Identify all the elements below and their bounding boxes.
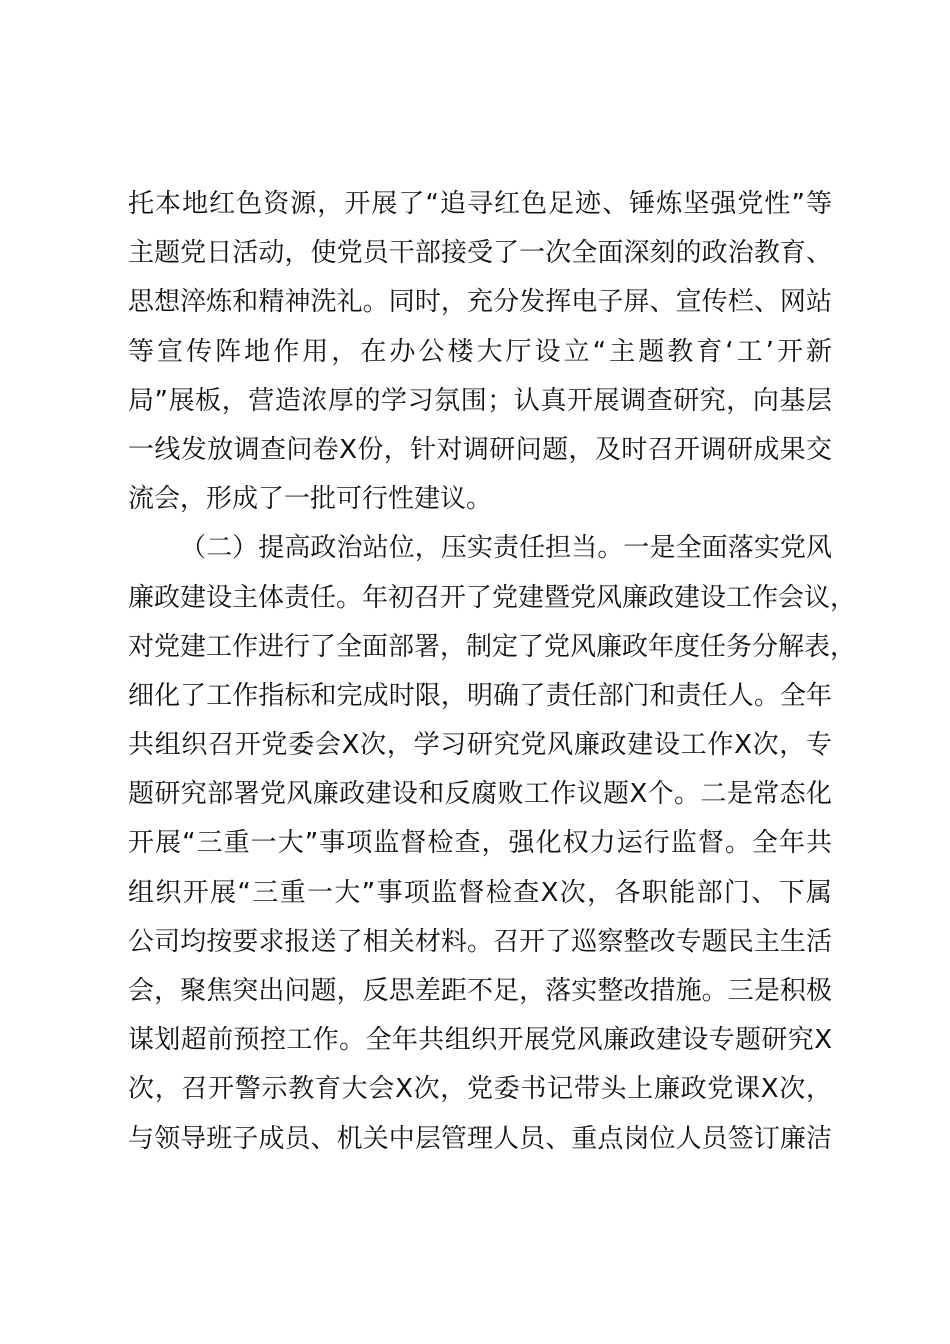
text-line-7: 流会，形成了一批可行性建议。 [128,484,493,515]
text-line-4: 等宣传阵地作用，在办公楼大厅设立“主题教育‘工’开新 [128,336,832,367]
body-text [128,180,857,1164]
text-line-5: 局”展板，营造浓厚的学习氛围；认真开展调查研究，向基层 [128,385,832,416]
text-line-12: 共组织召开党委会X次，学习研究党风廉政建设工作X次，专 [128,730,832,761]
text-line-8: （二）提高政治站位，压实责任担当。一是全面落实党风 [180,533,832,564]
text-line-17: 会，聚焦突出问题，反思差距不足，落实整改措施。三是积极 [128,976,832,1006]
text-line-3: 思想淬炼和精神洗礼。同时，充分发挥电子屏、宣传栏、网站 [128,287,832,318]
text-line-14: 开展“三重一大”事项监督检查，强化权力运行监督。全年共 [128,828,832,859]
text-line-20: 与领导班子成员、机关中层管理人员、重点岗位人员签订廉洁 [128,1123,832,1154]
text-line-1: 托本地红色资源，开展了“追寻红色足迹、锤炼坚强党性”等 [128,189,832,219]
text-line-6: 一线发放调查问卷X份，针对调研问题，及时召开调研成果交 [128,434,832,465]
text-line-16: 公司均按要求报送了相关材料。召开了巡察整改专题民主生活 [128,926,832,957]
text-line-18: 谋划超前预控工作。全年共组织开展党风廉政建设专题研究X [128,1025,832,1056]
text-line-2: 主题党日活动，使党员干部接受了一次全面深刻的政治教育、 [128,238,832,269]
text-line-15: 组织开展“三重一大”事项监督检查X次，各职能部门、下属 [128,877,832,908]
text-line-10: 对党建工作进行了全面部署，制定了党风廉政年度任务分解表， [128,631,857,662]
text-line-19: 次，召开警示教育大会X次，党委书记带头上廉政党课X次， [128,1074,832,1105]
text-line-9: 廉政建设主体责任。年初召开了党建暨党风廉政建设工作会议， [128,582,857,613]
text-line-11: 细化了工作指标和完成时限，明确了责任部门和责任人。全年 [128,680,832,711]
text-line-13: 题研究部署党风廉政建设和反腐败工作议题X个。二是常态化 [128,779,832,810]
